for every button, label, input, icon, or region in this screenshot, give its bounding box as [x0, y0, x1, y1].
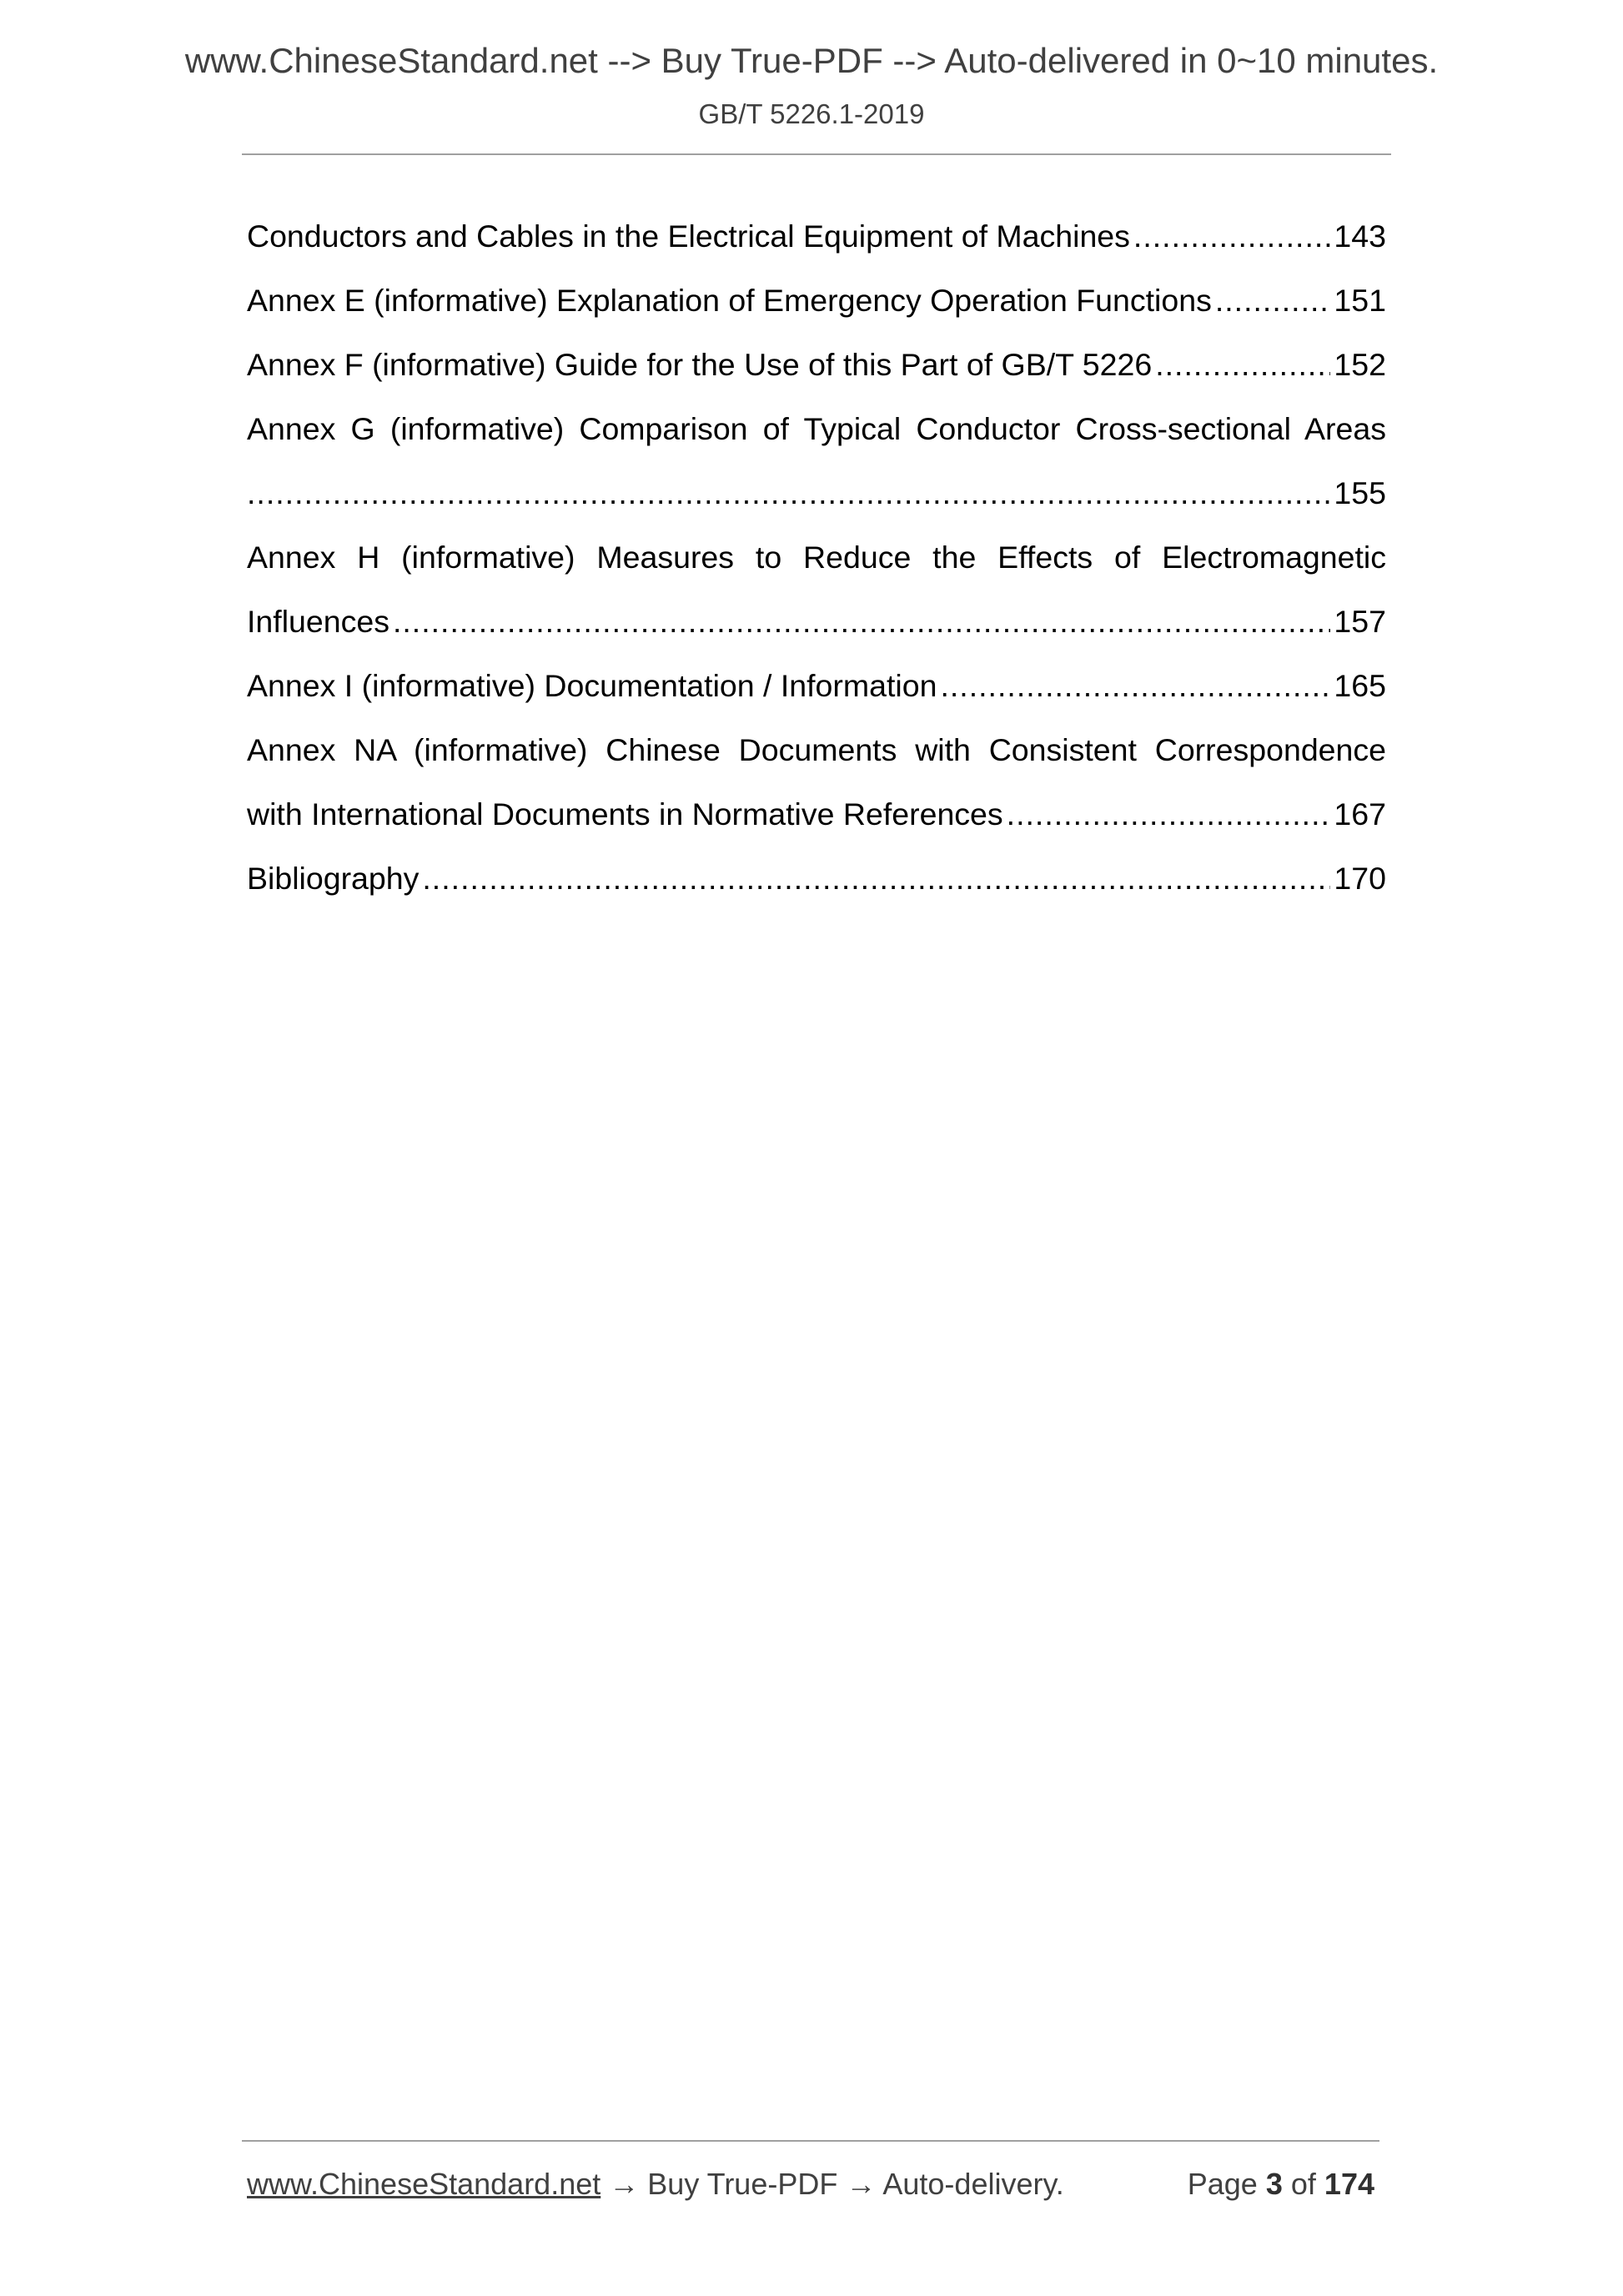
- toc-dot-leader: [247, 461, 1330, 525]
- footer-delivery-text: Auto-delivery.: [882, 2167, 1064, 2201]
- page-label: Page: [1187, 2167, 1258, 2201]
- table-of-contents: [247, 204, 1386, 911]
- arrow-right-icon: →: [846, 2167, 877, 2201]
- toc-dot-leader: [422, 847, 1330, 911]
- footer-divider: [242, 2140, 1379, 2142]
- toc-page-number: 151: [1334, 283, 1386, 318]
- footer-buy-text: Buy True-PDF: [647, 2167, 838, 2201]
- toc-dot-leader: [1007, 782, 1331, 847]
- total-pages-number: 174: [1324, 2167, 1374, 2201]
- toc-dot-leader: [1215, 269, 1331, 333]
- toc-entry-title-continued: Influences: [247, 604, 389, 639]
- arrow-right-icon: →: [609, 2167, 640, 2201]
- document-id: GB/T 5226.1-2019: [698, 98, 925, 129]
- footer-site-link[interactable]: www.ChineseStandard.net: [247, 2167, 601, 2201]
- toc-dot-leader: [1155, 333, 1330, 397]
- toc-entry-title: Annex I (informative) Documentation / Information: [247, 668, 937, 703]
- toc-entry[interactable]: [247, 397, 1386, 525]
- toc-entry[interactable]: [247, 269, 1386, 333]
- toc-dot-leader: [1133, 204, 1331, 269]
- of-label: of: [1290, 2167, 1316, 2201]
- toc-dot-leader: [940, 654, 1330, 718]
- footer-promo: [247, 2163, 1064, 2206]
- toc-entry[interactable]: [247, 718, 1386, 847]
- toc-page-number: 167: [1334, 796, 1386, 831]
- toc-entry[interactable]: [247, 204, 1386, 269]
- toc-page-number: 157: [1334, 604, 1386, 639]
- toc-entry-title: Annex F (informative) Guide for the Use of this Part of GB/T 5226: [247, 347, 1153, 382]
- toc-entry-title: Annex H (informative) Measures to Reduce the Effects of Electromagnetic: [247, 540, 1386, 575]
- toc-page-number: 155: [1334, 475, 1386, 510]
- toc-entry[interactable]: [247, 847, 1386, 911]
- current-page-number: 3: [1265, 2167, 1283, 2201]
- page-counter: [1188, 2163, 1374, 2206]
- toc-page-number: 152: [1334, 347, 1386, 382]
- toc-entry[interactable]: [247, 525, 1386, 654]
- toc-entry[interactable]: [247, 654, 1386, 718]
- header-divider: [242, 153, 1391, 155]
- toc-page-number: 143: [1334, 219, 1386, 254]
- toc-entry[interactable]: [247, 333, 1386, 397]
- toc-page-number: 165: [1334, 668, 1386, 703]
- toc-page-number: 170: [1334, 861, 1386, 896]
- toc-entry-title: Annex NA (informative) Chinese Documents with Consistent Correspondence: [247, 732, 1386, 767]
- toc-entry-title: Bibliography: [247, 861, 420, 896]
- toc-entry-title: Conductors and Cables in the Electrical Equipment of Machines: [247, 219, 1130, 254]
- toc-dot-leader: [393, 590, 1330, 654]
- header-banner: www.ChineseStandard.net --> Buy True-PDF --> Auto-delivered in 0~10 minutes.: [184, 41, 1439, 80]
- toc-entry-title-continued: with International Documents in Normative References: [247, 796, 1003, 831]
- toc-entry-title: Annex G (informative) Comparison of Typical Conductor Cross-sectional Areas: [247, 411, 1386, 446]
- toc-entry-title: Annex E (informative) Explanation of Emergency Operation Functions: [247, 283, 1212, 318]
